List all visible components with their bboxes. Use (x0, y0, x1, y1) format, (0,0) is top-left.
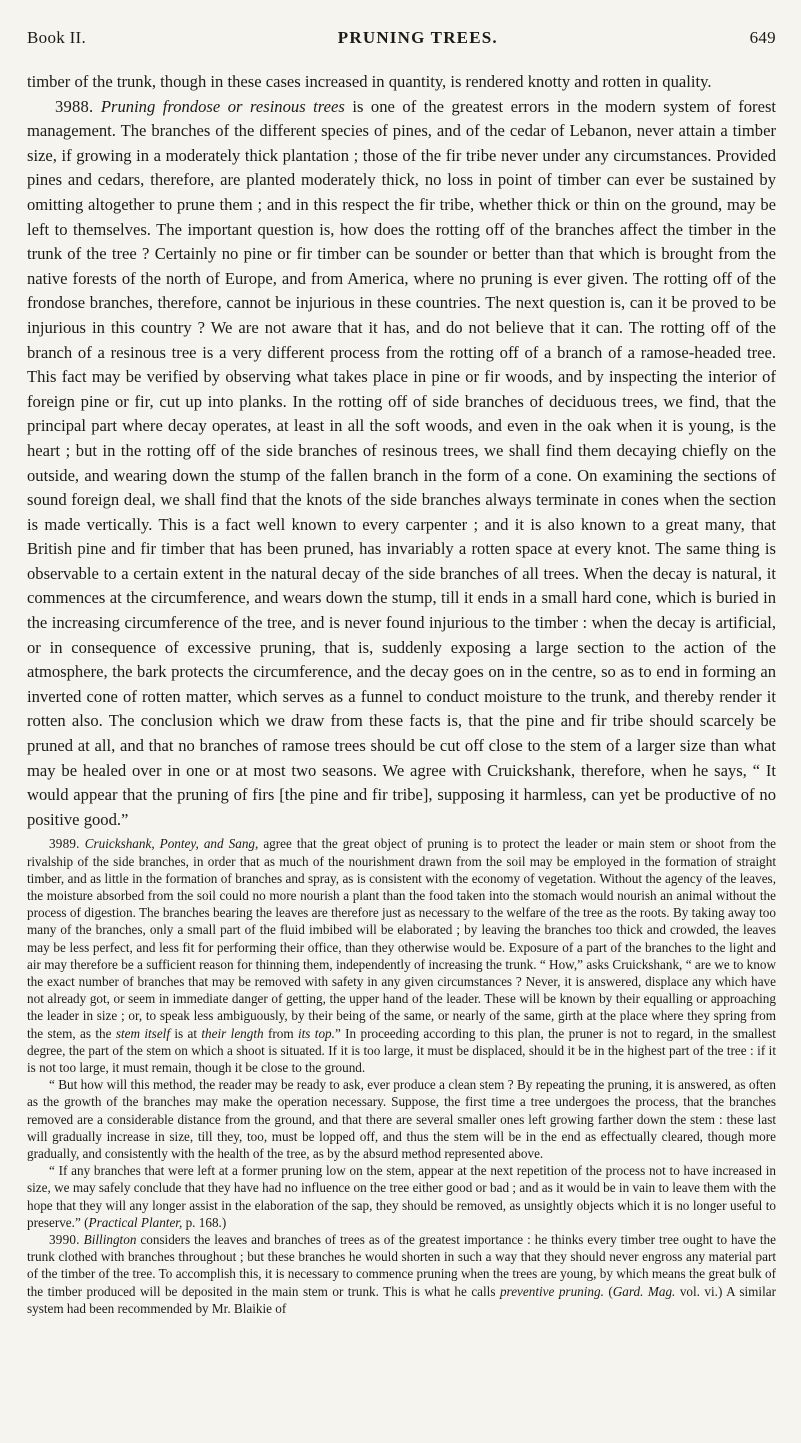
paragraph-lead: Cruickshank, Pontey, and Sang, (84, 836, 259, 852)
paragraph-body: from (263, 1025, 298, 1041)
paragraph-3988 (27, 95, 776, 833)
paragraph-number: 3989. (49, 836, 80, 852)
main-text (27, 70, 776, 832)
paragraph-3989 (27, 835, 776, 1076)
paragraph-3990 (27, 1231, 776, 1317)
paragraph-body: agree that the great object of pruning is to protect the leader or main stem or shoot from the rivalship of the side branches, in order that as much of the nourishment drawn from the soil may be employed in the formation of straight timber, and as little in the formation of branches and spray, as is consistent with the economy of vegetation. Without the agency of the leaves, the moisture absorbed from the soil could no more nourish a plant than the food taken into the stomach would nourish an animal without the process of digestion. The branches bearing the leaves are therefore just as necessary to the welfare of the tree as the roots. By taking away too many of the branches, only a small part of the fluid imbibed will be elaborated ; by leaving the branches too thick and crowded, the leaves may be less perfect, and less fit for performing their office, than they otherwise would be. Exposure of a part of the branches to the light and air may therefore be a sufficient reason for thinning them, independently of increasing the trunk. “ How,” asks Cruickshank, “ are we to know the exact number of branches that may be removed with safety in any given circumstances ? Never, it is answered, displace any which have not already got, or seem in immediate danger of getting, the upper hand of the leader. These will be known by their equalling or approaching the leader in size ; or, to speak less ambiguously, by their being of the same, or nearly of the same, girth at the place where they spring from the stem, as the (27, 836, 777, 1041)
quote-paragraph (27, 1162, 776, 1231)
quote-paragraph: “ But how will this method, the reader may be ready to ask, ever produce a clean stem ? By repeating the pruning, it is answered, as often as the growth of the branches may make the operation necessary. Suppose, the first time a tree undergoes the process, that the branches removed are a considerable distance from the ground, and that there are several smaller ones left growing farther down the stem : these last will gradually increase in size, till they, too, must be lopped off, and thus the stem will be in the end as effectually cleared, though more gradually, and consistently with the health of the tree, as by the absurd method represented above. (27, 1077, 776, 1162)
paragraph-body: is one of the greatest errors in the modern system of forest management. The branches of the different species of pines, and of the cedar of Lebanon, never attain a timber size, if growing in a moderately thick plantation ; those of the fir tribe never under any circumstances. Provided pines and cedars, therefore, are planted moderately thick, no loss in point of timber can ever be sustained by omitting altogether to prune them ; and in this respect the fir tribe, whether thick or thin on the ground, may be left to themselves. The important question is, how does the rotting off of the branches affect the timber in the trunk of the tree ? Certainly no pine or fir timber can be sounder or better than that which is brought from the native forests of the north of Europe, and from America, where no pruning is ever given. The rotting off of the frondose branches, therefore, cannot be injurious in these countries. The next question is, can it be proved to be injurious in this country ? We are not aware that it has, and do not believe that it can. The rotting off of the branch of a resinous tree is a very different process from the rotting off of a branch of a ramose-headed tree. This fact may be verified by observing what takes place in pine or fir woods, and by inspecting the interior of foreign pine or fir, cut up into planks. In the rotting off of side branches of deciduous trees, we find, that the principal part where decay operates, at least in all the soft woods, and even in the oak when it is young, is the heart ; but in the rotting off of the side branches of resinous trees, we shall find them decaying chiefly on the outside, and wearing down the stump of the fallen branch in the form of a cone. On examining the sections of sound foreign deal, we shall find that the knots of the side branches always terminate in cones when the section is made vertically. This is a fact well known to every carpenter ; and it is also known to a great many, that British pine and fir timber that has been pruned, has invariably a rotten space at every knot. The same thing is observable to a certain extent in the natural decay of the side branches of all trees. When the decay is natural, it commences at the circumference, and wears down the stump, till it ends in a small hard cone, which is buried in the increasing circumference of the tree, and is never found injurious to the timber : when the decay is artificial, or in consequence of excessive pruning, that is, suddenly exposing a large section to the action of the atmosphere, the bark protects the circumference, and the decay goes on in the centre, so as to end in forming an inverted cone of rotten matter, which serves as a funnel to conduct moisture to the trunk, and thereby render it rotten also. The conclusion which we draw from these facts is, that the pine and fir tribe should scarcely be pruned at all, and that no branches of ramose trees should be cut off close to the stem of a larger size than what may be healed over in one or at most two seasons. We agree with Cruickshank, therefore, when he says, “ It would appear that the pruning of firs [the pine and fir tribe], supposing it harmless, can yet be productive of no positive good.” (27, 96, 777, 829)
small-print-text (27, 835, 776, 1317)
paragraph-number: 3988. (55, 96, 94, 116)
continuation-paragraph: timber of the trunk, though in these cases increased in quantity, is rendered knotty and rotten in quality. (27, 72, 712, 91)
running-head (27, 28, 776, 48)
citation-title: Gard. Mag. (612, 1283, 676, 1299)
paragraph-body: is at (170, 1025, 202, 1041)
page-title: PRUNING TREES. (337, 28, 498, 47)
citation-page: p. 168.) (182, 1214, 227, 1230)
paragraph-body: vol. vi.) A similar system had been recommended by Mr. Blaikie of (27, 1283, 776, 1316)
page-number: 649 (749, 28, 776, 47)
citation-title: Practical Planter, (88, 1214, 183, 1230)
paragraph-body: “ If any branches that were left at a former pruning low on the stem, appear at the next repetition of the process not to have increased in size, we may safely conclude that they have had no influence on the tree either good or bad ; and as it would be in vain to leave them with the hope that they will any longer assist in the elaboration of the sap, they should be removed, as unsightly objects which it is no longer useful to preserve.” ( (27, 1163, 776, 1230)
paragraph-lead: Billington (83, 1232, 137, 1248)
emphasis-text: its top. (297, 1025, 335, 1041)
paragraph-number: 3990. (49, 1232, 80, 1248)
emphasis-text: their length (201, 1025, 264, 1041)
emphasis-text: stem itself (115, 1025, 170, 1041)
paragraph-body: ” In proceeding according to this plan, the pruner is not to regard, in the smallest degree, the part of the stem on which a shoot is situated. If it is too large, it must be displaced, should it be in the highest part of the tree : if it is not too large, it must remain, though it be close to the ground. (27, 1025, 776, 1076)
paragraph-lead: Pruning frondose or resinous trees (100, 96, 345, 116)
paragraph-body: ( (603, 1283, 613, 1299)
paragraph-body: considers the leaves and branches of trees as of the greatest importance : he thinks every timber tree ought to have the trunk clothed with branches throughout ; but these branches he would shorten in such a way that they should never engross any material part of the timber of the tree. To accomplish this, it is necessary to commence pruning when the trees are young, by which means the great bulk of the timber produced will be deposited in the main stem or trunk. This is what he calls (27, 1232, 777, 1299)
book-label: Book II. (27, 28, 87, 47)
emphasis-text: preventive pruning. (499, 1283, 604, 1299)
